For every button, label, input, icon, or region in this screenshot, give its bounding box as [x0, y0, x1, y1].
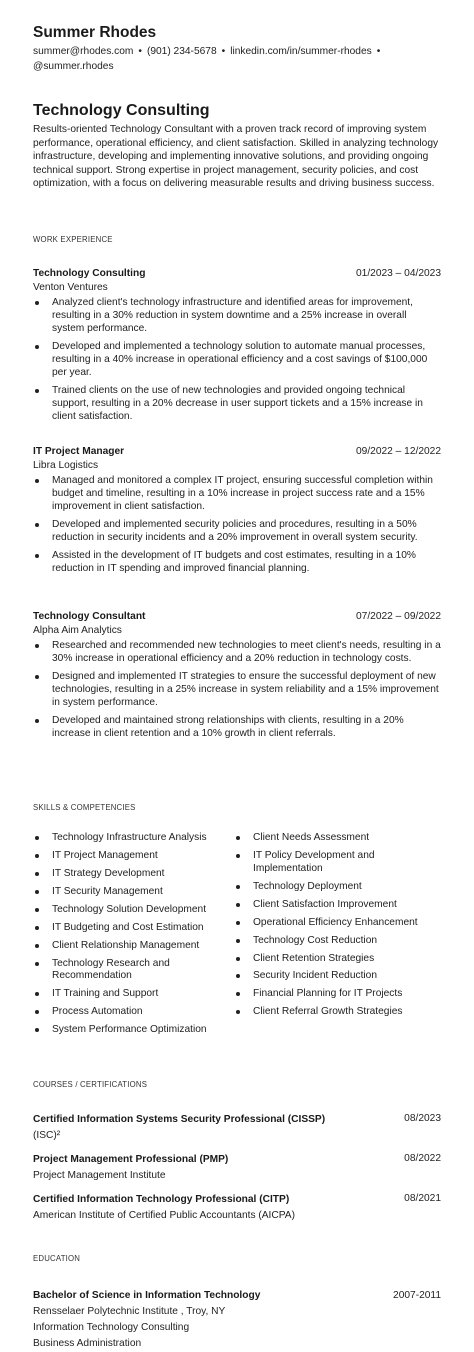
summary-text: Results-oriented Technology Consultant with a proven track record of improving system performance, operational efficiency, and client satisfaction. Skilled in analyzing technology infrastructure, developing and implementing innovative solutions, and providing ongoing technical support. Strong expertise in project management, security policies, and cost optimization, with a focus on delivering measurable results and driving business success. — [33, 124, 439, 190]
skill-item: IT Budgeting and Cost Estimation — [33, 922, 223, 935]
company-name: Venton Ventures — [33, 282, 108, 293]
candidate-name: Summer Rhodes — [33, 24, 157, 41]
skills-column-right — [234, 832, 434, 1024]
contact-info — [33, 44, 443, 74]
bullet-item: Assisted in the development of IT budgets and cost estimates, resulting in a 10% reduction in IT spending and improved financial planning. — [33, 549, 441, 575]
separator: • — [138, 46, 142, 57]
degree-name: Bachelor of Science in Information Technology — [33, 1290, 261, 1301]
major-name: Information Technology Consulting — [33, 1322, 190, 1333]
job-bullets — [33, 474, 441, 575]
section-heading-education: EDUCATION — [33, 1254, 81, 1263]
bullet-item: Analyzed client's technology infrastructure and identified areas for improvement, resulting in a 30% reduction in system downtime and a 25% increase in overall system performance. — [33, 296, 441, 335]
skill-item: IT Project Management — [33, 850, 223, 863]
job-bullets — [33, 639, 441, 740]
skill-item: Client Relationship Management — [33, 940, 223, 953]
certification-name: Certified Information Technology Professional (CITP) — [33, 1194, 290, 1205]
job-dates: 01/2023 – 04/2023 — [356, 268, 441, 279]
social-handle: @summer.rhodes — [33, 61, 114, 72]
education-dates: 2007-2011 — [393, 1290, 441, 1301]
school-name: Rensselaer Polytechnic Institute , Troy, NY — [33, 1306, 226, 1317]
certification-date: 08/2021 — [404, 1193, 441, 1204]
skill-item: Client Retention Strategies — [234, 953, 434, 966]
bullet-item: Developed and implemented security policies and procedures, resulting in a 50% reduction in security incidents and a 20% improvement in overall system security. — [33, 518, 441, 544]
separator: • — [376, 46, 381, 57]
separator: • — [221, 46, 226, 57]
skill-item: Technology Deployment — [234, 881, 434, 894]
skill-item: Technology Research and Recommendation — [33, 958, 223, 983]
job-title: Technology Consulting — [33, 268, 146, 279]
skill-item: Technology Cost Reduction — [234, 935, 434, 948]
job-title: IT Project Manager — [33, 446, 125, 457]
skill-item: Client Referral Growth Strategies — [234, 1006, 434, 1019]
skill-item: Security Incident Reduction — [234, 970, 434, 983]
job-entry — [33, 268, 441, 428]
summary-title: Technology Consulting — [33, 102, 210, 119]
certification-issuer: (ISC)² — [33, 1130, 61, 1141]
section-heading-skills: SKILLS & COMPETENCIES — [33, 803, 136, 812]
company-name: Libra Logistics — [33, 460, 99, 471]
section-heading-certifications: COURSES / CERTIFICATIONS — [33, 1080, 148, 1089]
skill-item: Client Needs Assessment — [234, 832, 434, 845]
bullet-item: Designed and implemented IT strategies to ensure the successful deployment of new technologies, resulting in a 25% increase in system reliability and a 15% improvement in system performance. — [33, 670, 441, 709]
section-heading-experience: WORK EXPERIENCE — [33, 235, 113, 244]
skill-item: System Performance Optimization — [33, 1024, 223, 1037]
bullet-item: Developed and maintained strong relationships with clients, resulting in a 20% increase in client retention and a 10% growth in client referrals. — [33, 714, 441, 740]
skills-column-left — [33, 832, 223, 1042]
skill-item: Technology Solution Development — [33, 904, 223, 917]
bullet-item: Trained clients on the use of new technologies and provided ongoing technical support, resulting in a 20% decrease in user support tickets and a 15% increase in client satisfaction. — [33, 384, 441, 423]
certification-date: 08/2022 — [404, 1153, 441, 1164]
certification-entry — [33, 1193, 441, 1223]
bullet-item: Managed and monitored a complex IT project, ensuring successful completion within budget and timeline, resulting in a 10% increase in project success rate and a 15% improvement in client satisfaction. — [33, 474, 441, 513]
job-bullets — [33, 296, 441, 423]
skill-item: Client Satisfaction Improvement — [234, 899, 434, 912]
linkedin-link[interactable]: linkedin.com/in/summer-rhodes — [230, 46, 372, 57]
skill-item: IT Policy Development and Implementation — [234, 850, 434, 875]
skill-item: IT Security Management — [33, 886, 223, 899]
bullet-item: Researched and recommended new technologies to meet client's needs, resulting in a 30% increase in operational efficiency and a 20% reduction in technology costs. — [33, 639, 441, 665]
job-entry — [33, 446, 441, 580]
minor-name: Business Administration — [33, 1338, 142, 1349]
skill-item: Process Automation — [33, 1006, 223, 1019]
skill-item: IT Training and Support — [33, 988, 223, 1001]
certification-issuer: American Institute of Certified Public Accountants (AICPA) — [33, 1210, 295, 1221]
skill-item: Financial Planning for IT Projects — [234, 988, 434, 1001]
phone-number: (901) 234-5678 — [146, 46, 217, 57]
certification-entry — [33, 1113, 441, 1143]
skill-item: Technology Infrastructure Analysis — [33, 832, 223, 845]
bullet-item: Developed and implemented a technology solution to automate manual processes, resulting in a 40% increase in operational efficiency and a cost savings of $100,000 per year. — [33, 340, 441, 379]
certification-name: Project Management Professional (PMP) — [33, 1154, 229, 1165]
certification-entry — [33, 1153, 441, 1183]
job-title: Technology Consultant — [33, 611, 146, 622]
job-entry — [33, 611, 441, 745]
skill-item: Operational Efficiency Enhancement — [234, 917, 434, 930]
education-entry — [33, 1288, 441, 1352]
company-name: Alpha Aim Analytics — [33, 625, 122, 636]
job-dates: 07/2022 – 09/2022 — [356, 611, 441, 622]
certification-name: Certified Information Systems Security Professional (CISSP) — [33, 1114, 326, 1125]
email-link[interactable]: summer@rhodes.com — [33, 46, 134, 57]
skill-item: IT Strategy Development — [33, 868, 223, 881]
certification-issuer: Project Management Institute — [33, 1170, 166, 1181]
certification-date: 08/2023 — [404, 1113, 441, 1124]
job-dates: 09/2022 – 12/2022 — [356, 446, 441, 457]
